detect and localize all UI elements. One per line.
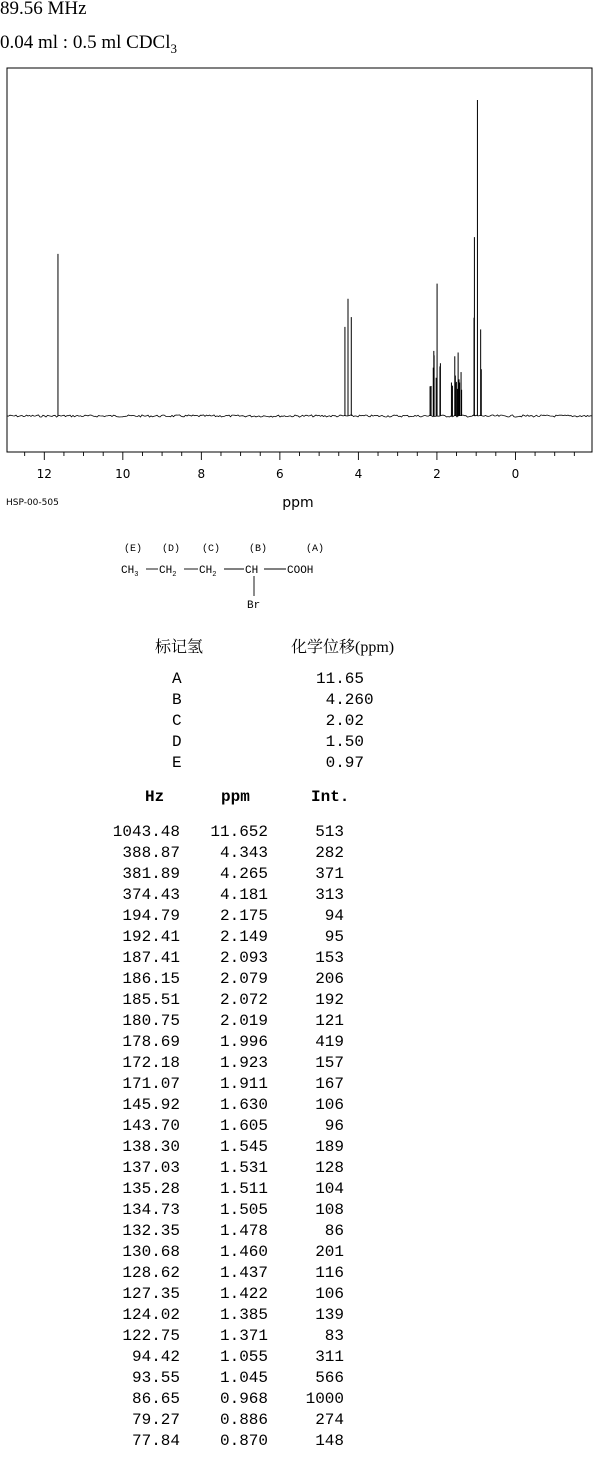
peak-ppm: 1.055 bbox=[219, 1348, 268, 1366]
peak-ppm: 4.181 bbox=[219, 886, 268, 904]
peak-int: 513 bbox=[315, 823, 344, 841]
peak-int: 95 bbox=[324, 928, 344, 946]
peak-ppm: 1.422 bbox=[219, 1285, 268, 1303]
peak-int: 1000 bbox=[305, 1390, 344, 1408]
peak-int: 139 bbox=[315, 1306, 344, 1324]
peak-hz: 192.41 bbox=[122, 928, 180, 946]
peak-ppm: 1.371 bbox=[219, 1327, 268, 1345]
label-b: (B) bbox=[248, 544, 268, 555]
peak-int: 167 bbox=[315, 1075, 344, 1093]
peak-hz: 178.69 bbox=[122, 1033, 180, 1051]
peak-hz: 187.41 bbox=[122, 949, 180, 967]
peak-ppm: 0.870 bbox=[219, 1432, 268, 1450]
peak-int: 566 bbox=[315, 1369, 344, 1387]
x-tick-label: 0 bbox=[511, 467, 520, 481]
x-tick-label: 8 bbox=[197, 467, 206, 481]
peak-int: 116 bbox=[315, 1264, 344, 1282]
peak-int: 106 bbox=[315, 1285, 344, 1303]
peak-ppm: 1.605 bbox=[219, 1117, 268, 1135]
peak-int: 419 bbox=[315, 1033, 344, 1051]
peak-ppm: 2.072 bbox=[219, 991, 268, 1009]
peak-hz: 77.84 bbox=[131, 1432, 180, 1450]
peak-hz: 132.35 bbox=[122, 1222, 180, 1240]
peak-hz: 171.07 bbox=[122, 1075, 180, 1093]
assignment-col-label: 标记氢 bbox=[155, 639, 204, 656]
peak-ppm: 1.511 bbox=[219, 1180, 268, 1198]
peak-hz: 194.79 bbox=[122, 907, 180, 925]
peak-int: 157 bbox=[315, 1054, 344, 1072]
peak-hz: 94.42 bbox=[131, 1348, 180, 1366]
label-c: (C) bbox=[201, 544, 221, 555]
peak-ppm: 2.175 bbox=[219, 907, 268, 925]
peak-int: 128 bbox=[315, 1159, 344, 1177]
peak-hz: 137.03 bbox=[122, 1159, 180, 1177]
x-tick-label: 12 bbox=[36, 467, 52, 481]
peak-ppm: 11.652 bbox=[210, 823, 268, 841]
col-int: Int. bbox=[311, 788, 350, 806]
sample-solvent bbox=[0, 32, 177, 57]
peak-ppm: 1.460 bbox=[219, 1243, 268, 1261]
substituent-br: Br bbox=[247, 600, 261, 612]
peak-ppm: 1.045 bbox=[219, 1369, 268, 1387]
peak-hz: 388.87 bbox=[122, 844, 180, 862]
peak-hz: 145.92 bbox=[122, 1096, 180, 1114]
group-a: COOH bbox=[287, 565, 314, 577]
peak-int: 83 bbox=[324, 1327, 344, 1345]
peak-int: 96 bbox=[324, 1117, 344, 1135]
peak-hz: 135.28 bbox=[122, 1180, 180, 1198]
peak-int: 313 bbox=[315, 886, 344, 904]
label-a: (A) bbox=[305, 544, 325, 555]
peak-hz: 374.43 bbox=[122, 886, 180, 904]
assignment-label: A bbox=[172, 670, 182, 688]
peak-ppm: 1.630 bbox=[219, 1096, 268, 1114]
assignment-label: B bbox=[172, 691, 182, 709]
spectrum-peaks bbox=[58, 100, 481, 416]
assignment-shift: 2.02 bbox=[316, 712, 365, 730]
peak-int: 121 bbox=[315, 1012, 344, 1030]
assignment-shift: 1.50 bbox=[316, 733, 365, 751]
group-d: $CH_2$ bbox=[159, 565, 177, 579]
peak-ppm: 1.923 bbox=[219, 1054, 268, 1072]
peak-hz: 172.18 bbox=[122, 1054, 180, 1072]
peak-int: 108 bbox=[315, 1201, 344, 1219]
peak-hz: 138.30 bbox=[122, 1138, 180, 1156]
peak-ppm: 1.545 bbox=[219, 1138, 268, 1156]
peak-int: 201 bbox=[315, 1243, 344, 1261]
peak-int: 106 bbox=[315, 1096, 344, 1114]
assignment-shift: 0.97 bbox=[316, 754, 365, 772]
peak-hz: 93.55 bbox=[131, 1369, 180, 1387]
peak-hz: 180.75 bbox=[122, 1012, 180, 1030]
peak-hz: 143.70 bbox=[122, 1117, 180, 1135]
peak-int: 282 bbox=[315, 844, 344, 862]
peak-hz: 381.89 bbox=[122, 865, 180, 883]
peak-int: 206 bbox=[315, 970, 344, 988]
peak-int: 148 bbox=[315, 1432, 344, 1450]
x-axis bbox=[25, 452, 575, 481]
peak-ppm: 1.531 bbox=[219, 1159, 268, 1177]
peak-ppm: 1.996 bbox=[219, 1033, 268, 1051]
peak-hz: 86.65 bbox=[131, 1390, 180, 1408]
peak-hz: 122.75 bbox=[122, 1327, 180, 1345]
x-tick-label: 6 bbox=[276, 467, 284, 481]
assignment-label: E bbox=[172, 754, 182, 772]
label-d: (D) bbox=[161, 544, 181, 555]
peak-hz: 79.27 bbox=[131, 1411, 180, 1429]
peak-ppm: 2.093 bbox=[219, 949, 268, 967]
peak-hz: 124.02 bbox=[122, 1306, 180, 1324]
peak-int: 86 bbox=[324, 1222, 344, 1240]
plot-frame bbox=[7, 68, 592, 452]
x-tick-label: 2 bbox=[433, 467, 441, 481]
peak-int: 311 bbox=[315, 1348, 344, 1366]
peak-int: 189 bbox=[315, 1138, 344, 1156]
peak-int: 371 bbox=[315, 865, 344, 883]
assignment-shift: 4.260 bbox=[316, 691, 374, 709]
peak-ppm: 1.505 bbox=[219, 1201, 268, 1219]
peak-ppm: 1.385 bbox=[219, 1306, 268, 1324]
peak-ppm: 1.478 bbox=[219, 1222, 268, 1240]
assignment-col-shift: 化学位移(ppm) bbox=[291, 639, 395, 656]
peak-ppm: 1.437 bbox=[219, 1264, 268, 1282]
group-b: CH bbox=[245, 565, 259, 577]
peak-ppm: 2.019 bbox=[219, 1012, 268, 1030]
x-tick-label: 4 bbox=[354, 467, 363, 481]
peak-int: 94 bbox=[324, 907, 344, 925]
peak-ppm: 0.968 bbox=[219, 1390, 268, 1408]
peak-ppm: 2.149 bbox=[219, 928, 268, 946]
label-e: (E) bbox=[123, 544, 143, 555]
assignment-header bbox=[0, 634, 595, 656]
nmr-spectrum-chart bbox=[0, 60, 595, 510]
peak-hz: 130.68 bbox=[122, 1243, 180, 1261]
col-hz: Hz bbox=[145, 788, 165, 806]
x-axis-label: ppm bbox=[282, 495, 314, 510]
group-e: $CH_3$ bbox=[121, 565, 139, 579]
peak-int: 192 bbox=[315, 991, 344, 1009]
peak-int: 104 bbox=[315, 1180, 344, 1198]
peak-ppm: 2.079 bbox=[219, 970, 268, 988]
solvent-text: 0.04 ml : 0.5 ml CDCl bbox=[0, 32, 171, 53]
spectrum-baseline bbox=[7, 415, 592, 417]
peak-hz: 186.15 bbox=[122, 970, 180, 988]
col-ppm: ppm bbox=[221, 788, 250, 806]
assignment-label: C bbox=[172, 712, 182, 730]
x-tick-label: 10 bbox=[115, 467, 131, 481]
assignment-label: D bbox=[172, 733, 182, 751]
peak-hz: 1043.48 bbox=[112, 823, 180, 841]
solvent-subscript: 3 bbox=[170, 41, 177, 56]
spectrum-code: HSP-00-505 bbox=[6, 498, 59, 508]
peak-ppm: 4.343 bbox=[219, 844, 268, 862]
peak-hz: 134.73 bbox=[122, 1201, 180, 1219]
structure-diagram bbox=[0, 530, 595, 615]
assignment-shift: 11.65 bbox=[316, 670, 365, 688]
peak-ppm: 0.886 bbox=[219, 1411, 268, 1429]
spectrometer-frequency: 89.56 MHz bbox=[0, 0, 87, 19]
peak-ppm: 4.265 bbox=[219, 865, 268, 883]
peak-ppm: 1.911 bbox=[219, 1075, 268, 1093]
group-c: $CH_2$ bbox=[199, 565, 217, 579]
peak-hz: 128.62 bbox=[122, 1264, 180, 1282]
peak-int: 153 bbox=[315, 949, 344, 967]
peak-int: 274 bbox=[315, 1411, 344, 1429]
peak-hz: 185.51 bbox=[122, 991, 180, 1009]
peak-hz: 127.35 bbox=[122, 1285, 180, 1303]
